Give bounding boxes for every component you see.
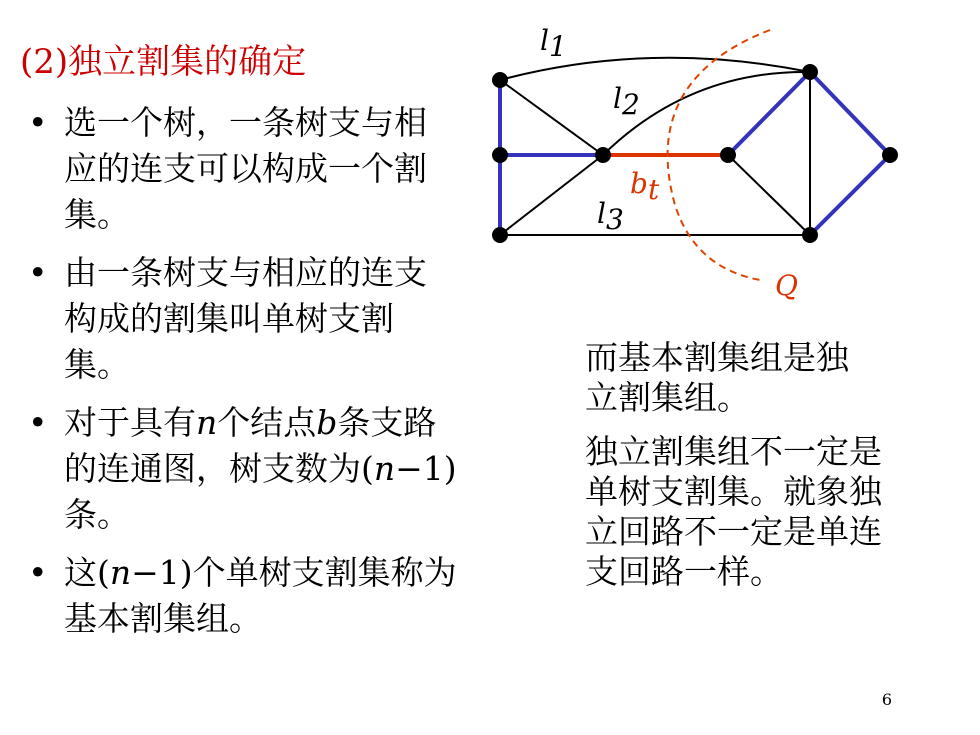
edge-mid-to-bottom-left — [500, 155, 603, 235]
bullet-text: −1)个单树支割集称为基本割集组。 — [64, 553, 457, 638]
graph-node — [492, 227, 508, 243]
label-bt: bt — [630, 167, 660, 206]
graph-node — [492, 72, 508, 88]
bullet-item — [28, 400, 458, 538]
bullet-text: 个结点 — [217, 403, 317, 442]
bullet-text: n — [109, 553, 132, 592]
bullet-item — [28, 100, 458, 238]
graph-node — [802, 227, 818, 243]
graph-node — [720, 147, 736, 163]
tree-edge-midright-top — [728, 72, 810, 155]
graph-node — [492, 147, 508, 163]
bullet-text: b — [316, 403, 338, 442]
note-basic-cutset: 而基本割集组是独立割集组。 — [585, 338, 849, 417]
bullet-list — [28, 100, 458, 654]
edge-top-left-to-mid — [500, 80, 603, 155]
edge-midright-to-bottom — [728, 155, 810, 235]
bullet-item — [28, 250, 458, 388]
graph-node — [802, 64, 818, 80]
graph-node — [595, 147, 611, 163]
bullet-text: 条支路的连通图，树支数为( — [64, 403, 437, 488]
bullet-text: n — [196, 403, 218, 442]
bullet-text: −1)条。 — [64, 449, 457, 534]
label-l1: l1 — [540, 24, 567, 63]
label-l3: l3 — [597, 197, 624, 236]
cutset-graph-diagram — [470, 10, 910, 310]
page-number: 6 — [881, 690, 892, 709]
slide-title: (2)独立割集的确定 — [20, 42, 307, 82]
bullet-text: n — [373, 449, 396, 488]
tree-edge-far-bottom — [810, 155, 890, 235]
bullet-text: 选一个树，一条树支与相应的连支可以构成一个割集。 — [64, 103, 427, 234]
graph-node — [882, 147, 898, 163]
link-l1-edge — [500, 58, 810, 80]
bullet-item — [28, 550, 458, 642]
label-q: Q — [775, 269, 798, 302]
bullet-text: 由一条树支与相应的连支构成的割集叫单树支割集。 — [64, 253, 427, 384]
bullet-text: 这( — [64, 553, 110, 592]
note-independent-cutset: 独立割集组不一定是单树支割集。就象独立回路不一定是单连支回路一样。 — [585, 432, 882, 591]
tree-edge-top-far — [810, 72, 890, 155]
bullet-text: 对于具有 — [64, 403, 196, 442]
label-l2: l2 — [613, 82, 640, 121]
